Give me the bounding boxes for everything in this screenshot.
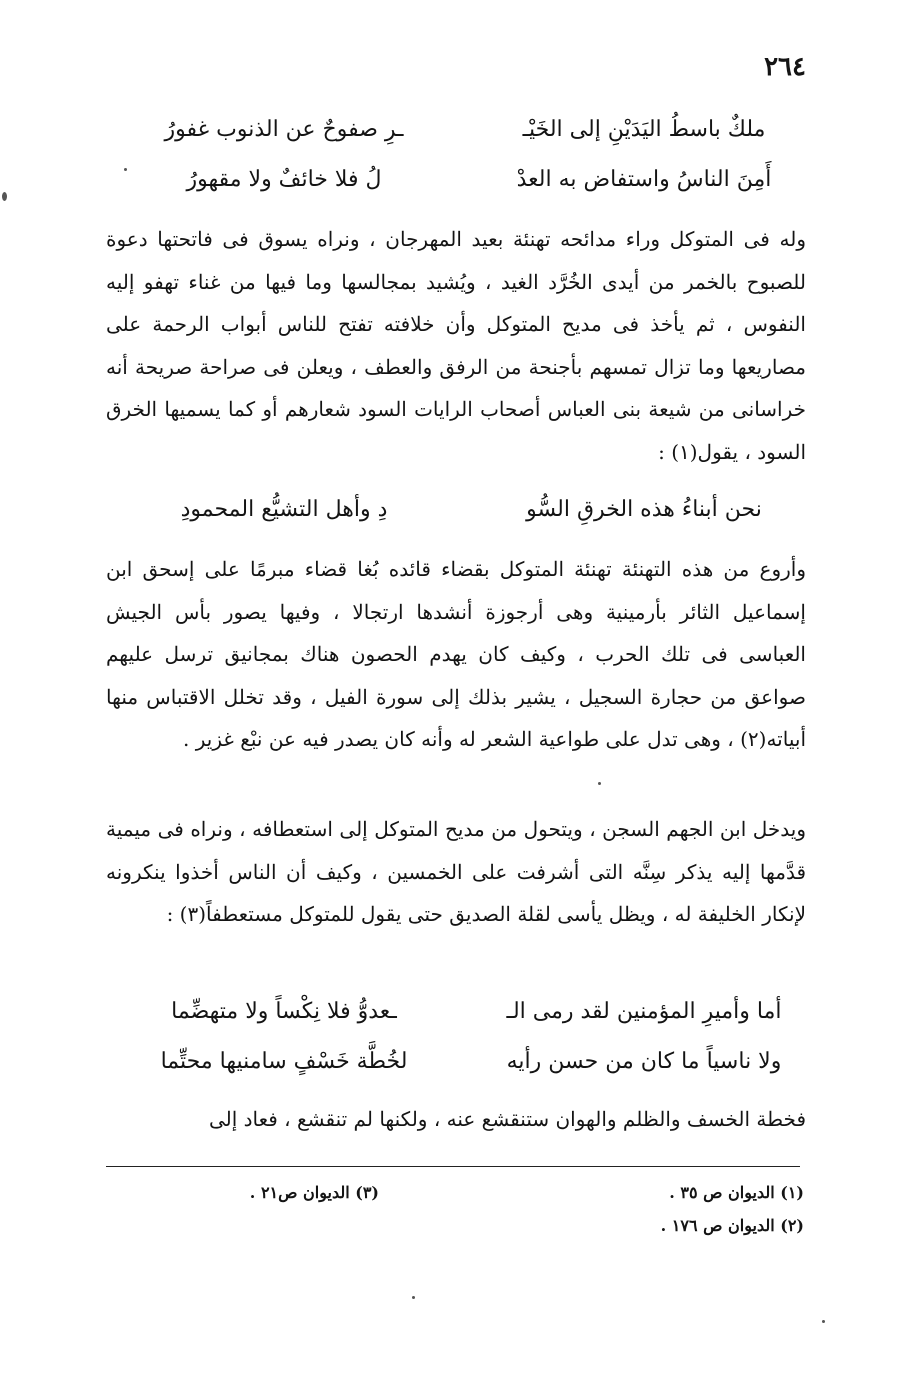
verse-first-hemistich: نحن أبناءُ هذه الخرقِ السُّو <box>526 496 762 522</box>
footnote-number: (٢) <box>780 1216 804 1235</box>
scan-speck <box>598 782 601 785</box>
footnote-2 <box>534 1216 804 1235</box>
verse-first-hemistich: ملكٌ باسطُ اليَدَيْنِ إلى الخَيْـ <box>522 116 766 142</box>
verse-second-hemistich: لخُطَّة خَسْفٍ سامنيها محتِّما <box>160 1048 408 1074</box>
verse-block-2 <box>124 484 804 534</box>
footnote-text: الديوان ص ٣٥ . <box>669 1183 775 1202</box>
paragraph-1: وله فى المتوكل وراء مدائحه تهنئة بعيد المهرجان ، ونراه يسوق فى فاتحتها دعوة للصبوح بالخمر من أيدى الخُرَّد الغيد ، ويُشيد بمجالسها وما فيها من غناء تهفو إليه النفوس ، ثم يأخذ فى مديح المتوكل وأن خلافته تفتح للناس أبواب الرحمة على مصاريعها وما تزال تمسهم بأجنحة من الرفق والعطف ، ويعلن فى صراحة صريحة أنه خراسانى من شيعة بنى العباس أصحاب الرايات السود شعارهم أو كما يسميها الخرق السود ، يقول(١) : <box>106 227 806 464</box>
verse-second-hemistich: ـرِ صفوحٌ عن الذنوب غفورُ <box>164 116 404 142</box>
footnotes <box>114 1176 804 1242</box>
verse-second-hemistich: ـعدوُّ فلا نِكْساً ولا متهضِّما <box>171 998 397 1024</box>
paragraph-4: فخطة الخسف والظلم والهوان ستنقشع عنه ، ولكنها لم تنقشع ، فعاد إلى <box>208 1107 806 1131</box>
verse-second-hemistich: دِ وأهل التشيُّع المحمودِ <box>180 496 388 522</box>
footnote-1 <box>539 1183 804 1202</box>
verse-block-1 <box>124 104 804 204</box>
footnote-row <box>114 1176 804 1209</box>
paragraph-3: ويدخل ابن الجهم السجن ، ويتحول من مديح المتوكل إلى استعطافه ، ونراه فى ميمية قدَّمها إليه يذكر سِنَّه التى أشرفت على الخمسين ، وكيف أن الناس أخذوا ينكرونه لإنكار الخليفة له ، ويظل يأسى لقلة الصديق حتى يقول للمتوكل مستعطفاً(٣) : <box>106 817 806 927</box>
footnote-number: (٣) <box>355 1183 379 1202</box>
scan-speck <box>412 1296 415 1299</box>
footnote-3 <box>114 1183 379 1202</box>
verse-block-3 <box>124 986 804 1086</box>
verse-first-hemistich: أَمِنَ الناسُ واستفاض به العدْ <box>516 166 772 192</box>
verse-line <box>124 986 804 1036</box>
footnote-divider <box>106 1166 800 1167</box>
verse-line <box>124 1036 804 1086</box>
footnote-row <box>114 1209 804 1242</box>
footnote-text: الديوان ص٢١ . <box>249 1183 350 1202</box>
verse-second-hemistich: لُ فلا خائفٌ ولا مقهورُ <box>186 166 382 192</box>
verse-line <box>124 104 804 154</box>
footnote-number: (١) <box>780 1183 804 1202</box>
verse-first-hemistich: أما وأميرِ المؤمنين لقد رمى الـ <box>506 998 782 1024</box>
footnote-text: الديوان ص ١٧٦ . <box>660 1216 775 1235</box>
verse-first-hemistich: ولا ناسياً ما كان من حسن رأيه <box>506 1048 782 1074</box>
paragraph-2: وأروع من هذه التهنئة تهنئة المتوكل بقضاء قائده بُغا قضاء مبرمًا على إسحق ابن إسماعيل الثائر بأرمينية وهى أرجوزة أنشدها ارتجالا ، وفيها يصور بأس الجيش العباسى فى تلك الحرب ، وكيف كان يهدم الحصون هناك بمجانيق ترسل عليهم صواعق من حجارة السجيل ، يشير بذلك إلى سورة الفيل ، وقد تخلل الاقتباس منها أبياته(٢) ، وهى تدل على طواعية الشعر له وأنه كان يصدر فيه عن نبْع غزير . <box>106 557 806 752</box>
scan-speck <box>124 168 127 171</box>
scan-speck <box>2 192 7 201</box>
verse-line <box>124 154 804 204</box>
page-number: ٢٦٤ <box>764 52 806 82</box>
verse-line <box>124 484 804 534</box>
scan-speck <box>822 1320 825 1323</box>
